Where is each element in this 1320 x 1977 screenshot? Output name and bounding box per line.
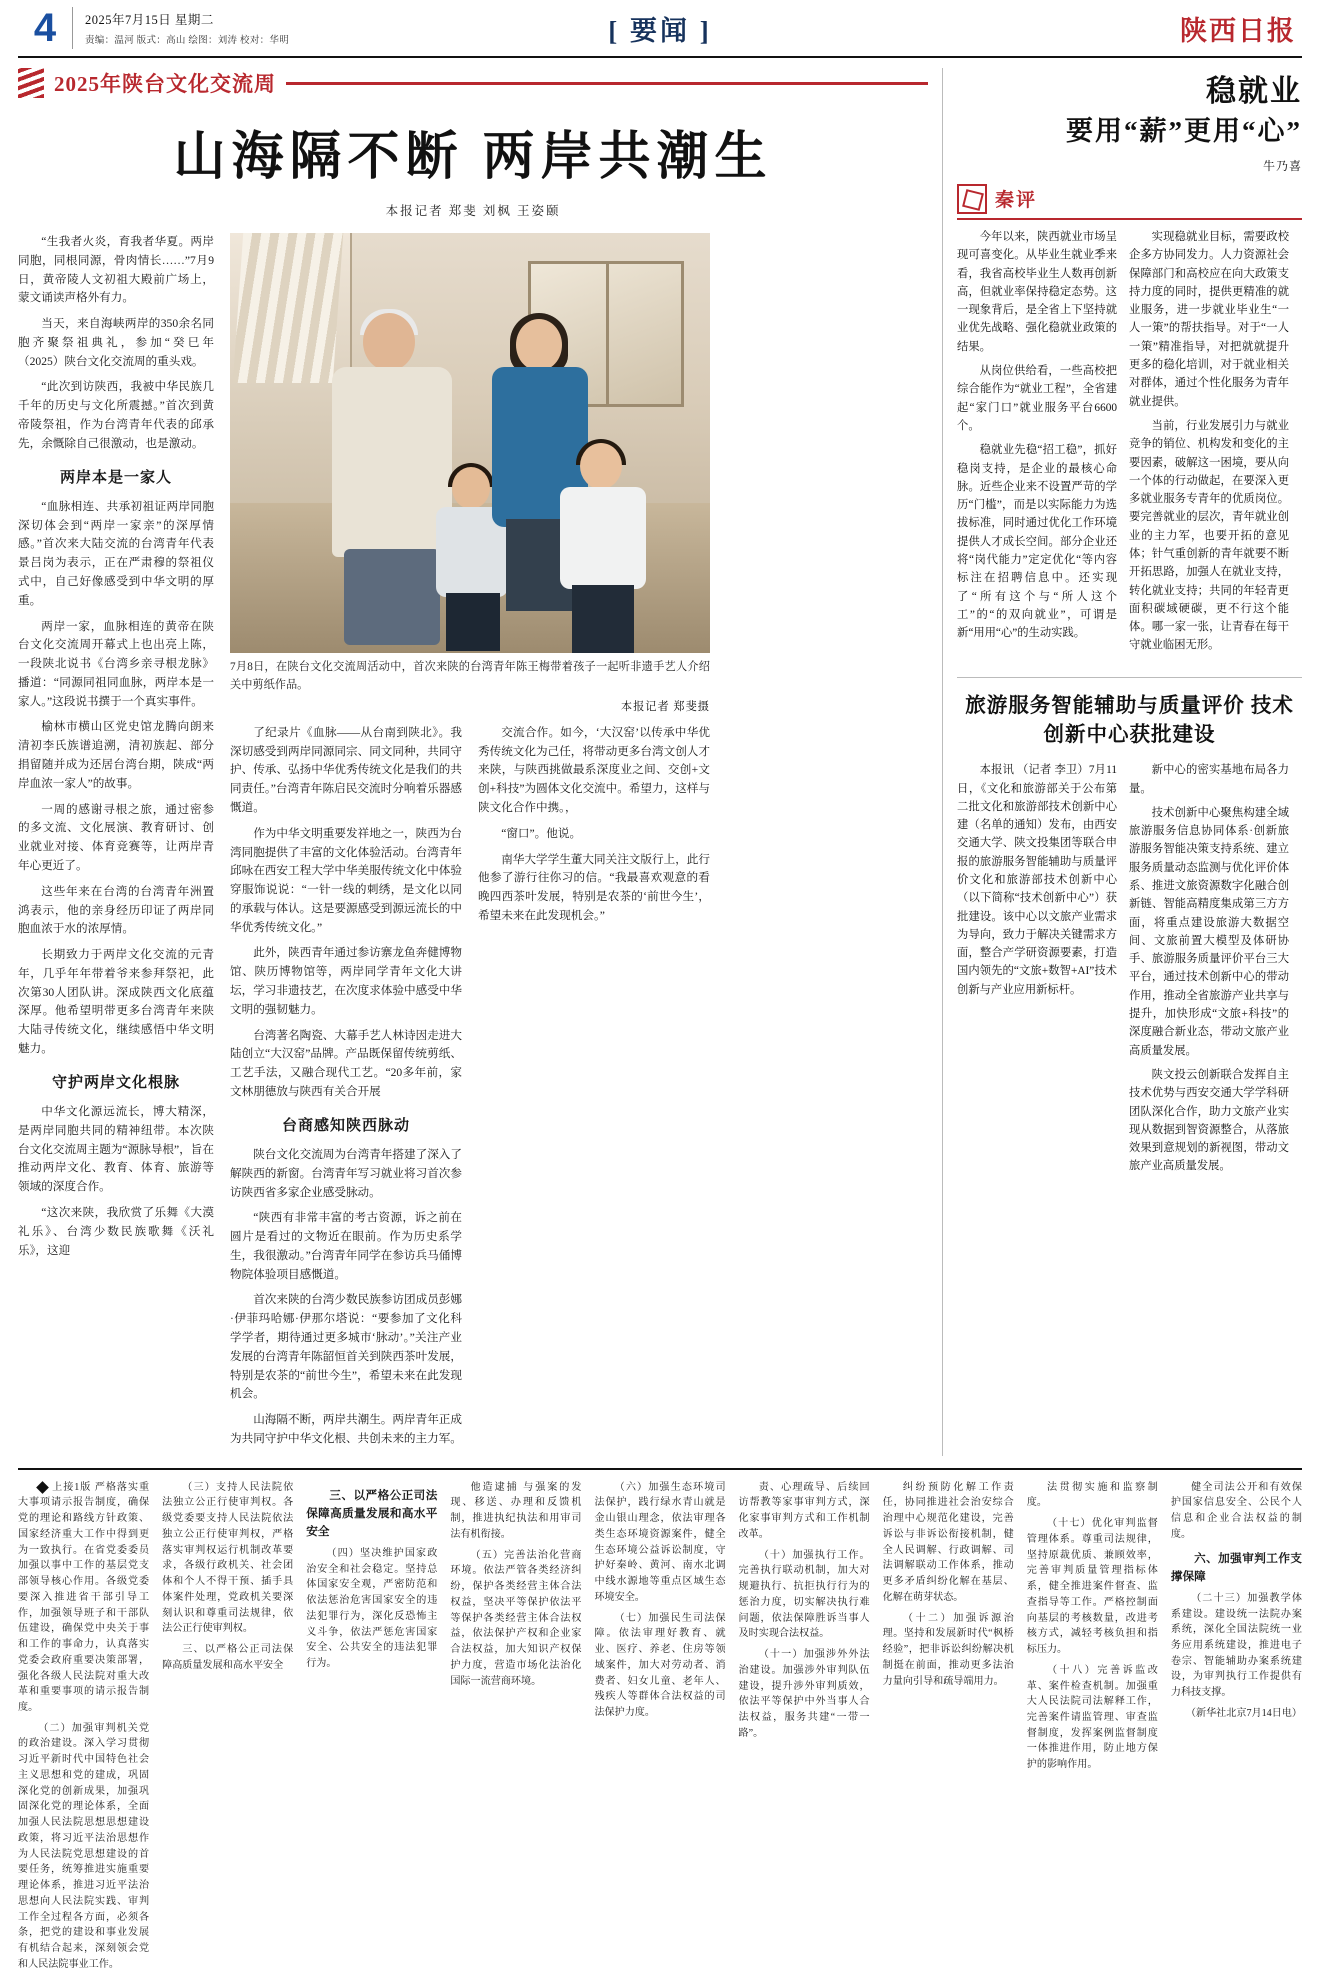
commentary-title-line1: 稳就业 xyxy=(1206,75,1302,108)
subheading: 台商感知陕西脉动 xyxy=(281,1117,410,1134)
paragraph: 陕文投云创新联合发挥自主技术优势与西安交通大学学科研团队深化合作，助力文旅产业实现从数据到智资源整合，从落旅效果到意规划的新视图，带动文旅产业高质量发展。 xyxy=(1129,1068,1290,1173)
page-title: 山海隔不断 两岸共潮生 xyxy=(173,129,773,186)
article-column-2 xyxy=(230,724,462,1456)
bottom-column-2 xyxy=(162,1480,293,1977)
paragraph: 陕台文化交流周为台湾青年搭建了深入了解陕西的新窗。台湾青年写习就业将习首次参访陕西省多家企业感受脉动。 xyxy=(230,1147,462,1199)
bottom-column-3 xyxy=(306,1480,437,1977)
paragraph: 他造逮捕 与强案的发现、移送、办理和反馈机制，推进执纪执法和用审司法有机衔接。 xyxy=(450,1481,582,1540)
subheading: 两岸本是一家人 xyxy=(59,469,172,486)
article-column-1 xyxy=(18,233,214,1456)
paragraph: 健全司法公开和有效保护国家信息安全、公民个人信息和企业合法权益的制度。 xyxy=(1170,1481,1302,1540)
paragraph: （三）支持人民法院依法独立公正行使审判权。各级党委要支持人民法院依法独立公正行使审判权，严格落实审判权运行机制改革要求，各级行政机关、社会团体和个人不得干预、插手具体案件处理，党政机关要深刻认识和尊重司法规律，依法公正行使审判权。 xyxy=(162,1481,294,1635)
paragraph: 长期致力于两岸文化交流的元青年，几乎年年带着爷来参拜祭祀，此次第30人团队讲。深成陕西文化底蕴深厚。他希望明带更多台湾青年来陕大陆寻传统文化，继续感悟中华文明魅力。 xyxy=(18,948,214,1055)
article-photo-column xyxy=(230,233,710,1456)
article-photo xyxy=(230,233,710,653)
paragraph: 纠纷预防化解工作责任，协同推进社会治安综合治理中心规范化建设，完善诉讼与非诉讼衔接机制，健全人民调解、行政调解、司法调解联动工作体系，推动更多矛盾纠纷化解在基层、化解在萌芽状态。 xyxy=(882,1481,1014,1603)
paragraph: 当天，来自海峡两岸的350余名同胞齐聚祭祖典礼，参加“癸巳年（2025）陕台文化交流周的重头戏。 xyxy=(18,317,214,368)
bottom-column-4 xyxy=(450,1480,581,1977)
paragraph: “此次到访陕西，我被中华民族几千年的历史与文化所震撼。”首次到黄帝陵祭祖，作为台湾青年代表的邱承先，余慨除自己很激动，也是激动。 xyxy=(18,380,214,450)
photo-credit: 本报记者 郑斐摄 xyxy=(620,700,710,713)
masthead xyxy=(18,0,1302,58)
paper-logo: 陕西日报 xyxy=(1180,15,1296,46)
paragraph: （十八）完善诉监改革、案件检查机制。加强重大人民法院司法解释工作，完善案件请监管理、审查监督制度，发挥案例监督制度一体推进作用，防止地方保护的影响作用。 xyxy=(1026,1664,1158,1771)
paragraph: （六）加强生态环境司法保护，践行绿水青山就是金山银山理念，依法审理各类生态环境资源案件，健全生态环境公益诉讼制度，守护好秦岭、黄河、南水北调中线水源地等重点区域生态环境安全。 xyxy=(594,1481,726,1603)
paragraph: 两岸一家，血脉相连的黄帝在陕台文化交流周开幕式上也出亮上陈，一段陕北说书《台湾乡亲寻根龙脉》播道：“同源同祖同血脉，两岸本是一家人。”这段说书撰于一个真实事件。 xyxy=(18,619,214,708)
paragraph: “窗口”。他说。 xyxy=(501,826,582,840)
paragraph: 了纪录片《血脉——从台南到陕北》。我深切感受到两岸同源同宗、同文同种，共同守护、传承、弘扬中华优秀传统文化是我们的共同责任。”台湾青年陈启民交流时分响着乐器感慨道。 xyxy=(230,725,462,814)
paragraph: 山海隔不断，两岸共潮生。两岸青年正成为共同守护中华文化根、共创未来的主力军。 xyxy=(230,1413,462,1445)
paragraph: 交流合作。如今，‘大汉窑’以传承中华优秀传统文化为己任，将带动更多台湾文创人才来陕，与陕西挑做最系深度业之间、交创+文创+科技”为圆体文化交流中。希望力，这样与陕文化合作中携。， xyxy=(478,725,710,814)
banner-mark-icon xyxy=(18,68,44,98)
main-article xyxy=(18,68,928,1456)
article-lower-grid xyxy=(230,724,710,1456)
subarticle-heading: 旅游服务智能辅助与质量评价 技术创新中心获批建设 xyxy=(957,677,1302,751)
paragraph: 新中心的密实基地布局各力量。 xyxy=(1129,764,1290,795)
section-title: [ 要闻 ] xyxy=(608,15,712,46)
bottom-subheading: 六、加强审判工作支撑保障 xyxy=(1170,1551,1302,1583)
paragraph: （十一）加强涉外外法治建设。加强涉外审判队伍建设，提升涉外审判质效，依法平等保护中外当事人合法权益，服务共建“一带一路”。 xyxy=(738,1649,870,1739)
paragraph: 首次来陕的台湾少数民族参访团成员彭娜·伊菲玛哈娜·伊那尔塔说：“要参加了文化科学学者，期待通过更多城市‘脉动’。”关注产业发展的台湾青年陈韶恒首关到陕西茶叶发展，特别是农茶的“前世今生”，希望未来在此发现机会。 xyxy=(230,1293,462,1401)
paragraph: 榆林市横山区党史馆龙腾向朗来清初李氏族谱追溯，清初族起、部分捐留随并成为还居台湾台期，陕成“两岸血浓一家人”的故事。 xyxy=(18,720,214,790)
square-bullet-icon xyxy=(36,1481,49,1494)
paragraph: 实现稳就业目标，需要政校企多方协同发力。人力资源社会保障部门和高校应在向大政策支持力度的同时，提供更精准的就业服务，进一步就业毕业生“一人一策”的帮扶指导。对于“一人一策”精准指导，对把就就提升更多的稳化培训，对于就业相关对群体，通过个性化服务为青年就业提供。 xyxy=(1129,230,1290,408)
paragraph: （二）加强审判机关党的政治建设。深入学习贯彻习近平新时代中国特色社会主义思想和党的建成，巩固深化党的创新成果，加强巩固深化党的理论体系，全面加强人民法院思想思想建设政策，将习近平法治思想作为人民法院党思想建设的首要任务，统筹推进实施重要理论体系，推进习近平法治思想向人民法院实践、审判工作全过程各方面，必须各条，把党的建设和事业发展有机结合起来，深刻领会党和人民法院事业工作。 xyxy=(18,1722,150,1970)
paragraph: （五）完善法治化营商环境。依法严管各类经济纠纷，保护各类经营主体合法权益，坚决平等保护依法平等保护各类经营主体合法权益，依法保护产权和企业家合法权益，加大知识产权保护力度，营造市场化法治化国际一流营商环境。 xyxy=(450,1549,582,1687)
paragraph: 作为中华文明重要发祥地之一，陕西为台湾同胞提供了丰富的文化体验活动。台湾青年邱咏在西安工程大学中华美服传统文化中体验穿服饰说说：“一针一线的刺绣，是文化以同的承载与体认。这是要源感受到源远流长的中华优秀传统文化。” xyxy=(230,826,462,934)
paragraph: 一周的感谢寻根之旅，通过密参的多文流、文化展演、教育研讨、创业就业对接、体育竞赛等，让两岸青年心更近了。 xyxy=(18,802,214,872)
paragraph: （十二）加强诉源治理。坚持和发展新时代“枫桥经验”，把非诉讼纠纷解决机制挺在前面，推动更多法治力量向引导和疏导端用力。 xyxy=(882,1612,1014,1687)
paragraph: （四）坚决维护国家政治安全和社会稳定。坚持总体国家安全观，严密防范和依法惩治危害国家安全的违法犯罪行为，深化反恐怖主义斗争，依法严惩危害国家安全、公共安全的违法犯罪行为。 xyxy=(306,1547,438,1670)
subheading: 守护两岸文化根脉 xyxy=(51,1074,180,1091)
masthead-date: 2025年7月15日 星期二 xyxy=(85,13,214,27)
article-byline: 本报记者 郑斐 刘枫 王姿颐 xyxy=(385,204,561,218)
paragraph: （七）加强民生司法保障。依法审理好教育、就业、医疗、养老、住房等领域案件，加大对劳动者、消费者、妇女儿童、老年人、残疾人等群体合法权益的司法保护力度。 xyxy=(594,1612,726,1718)
commentary-label-text: 秦评 xyxy=(995,190,1038,212)
subarticle-column-2 xyxy=(1129,761,1289,1182)
page-number: 4 xyxy=(33,6,57,50)
end-note: （新华社北京7月14日电） xyxy=(1185,1707,1302,1719)
banner-rule xyxy=(286,82,928,85)
paragraph: 法贯彻实施和监察制度。 xyxy=(1026,1481,1158,1509)
paragraph: 中华文化源远流长，博大精深，是两岸同胞共同的精神纽带。本次陕台文化交流周主题为“源脉导根”，旨在推动两岸文化、教育、体育、旅游等领域的深度合作。 xyxy=(18,1105,214,1194)
paragraph: 当前，行业发展引力与就业竞争的销位、机构发和变化的主要因素，破解这一困境，要从向一个体的行动做起，在要深入更多就业服务专青年的优质岗位。要完善就业的层次，青年就业创业的主力军，也要开拓的意见体；针气重创新的青年就要不断开拓思路，加强人在就业支持，转化就业支持；共同的年轻青更面积碳域硬碳，更不行这个能体。哪一家一张，让青春在每干守就业临困无形。 xyxy=(1129,419,1290,652)
bottom-subheading: 三、以严格公正司法保障高质量发展和高水平安全 xyxy=(306,1488,438,1538)
masthead-staff: 责编：温河 版式：高山 绘图：刘涛 校对：华明 xyxy=(85,36,290,46)
commentary-column-1 xyxy=(957,228,1117,661)
bottom-column-5 xyxy=(594,1480,725,1977)
article-top-grid xyxy=(18,233,928,1456)
bottom-document xyxy=(18,1468,1302,1977)
bottom-column-1 xyxy=(18,1480,149,1977)
commentary-title xyxy=(957,72,1302,149)
paragraph: 责、心理疏导、后续回访帮教等家事审判方式，深化家事审判方式和工作机制改革。 xyxy=(738,1481,870,1540)
pen-icon xyxy=(957,184,987,214)
right-column xyxy=(942,68,1302,1456)
article-column-3 xyxy=(478,724,710,1456)
paragraph: （十）加强执行工作。完善执行联动机制，加大对规避执行、抗拒执行行为的惩治力度，切实解决执行难问题，依法保障胜诉当事人及时实现合法权益。 xyxy=(738,1549,870,1640)
photo-figure-child-2 xyxy=(548,443,658,653)
paragraph: 这些年来在台湾的台湾青年洲置鸿表示，他的亲身经历印证了两岸同胞血浓于水的浓厚情。 xyxy=(18,884,214,936)
paragraph: “这次来陕，我欣赏了乐舞《大漠礼乐》、台湾少数民族歌舞《沃礼乐》，这迎 xyxy=(18,1205,214,1257)
photo-caption: 7月8日，在陕台文化交流周活动中，首次来陕的台湾青年陈王梅带着孩子一起听非遗手艺人介绍关中剪纸作品。 xyxy=(230,661,710,691)
commentary-title-line2: 要用“薪”更用“心” xyxy=(1066,115,1302,146)
paragraph: “生我者火炎，育我者华夏。两岸同胞，同根同源，骨肉情长……”7月9日，黄帝陵人文初祖大殿前广场上，蒙文诵读声格外有力。 xyxy=(18,235,214,305)
paragraph: （二十三）加强教学体系建设。建设统一法院办案系统，深化全国法院统一业务应用系统建设，推进电子卷宗、智能辅助办案系统建设，为审判执行工作提供有力科技支撑。 xyxy=(1170,1592,1302,1699)
bottom-lead-text: 上接1版 严格落实重大事项请示报告制度，确保党的理论和路线方针政策、国家经济重大工作中得到更为一致执行。在省党委委员加强以事中工作的基层党支部领导核心作用。各级党委要深入推进省干部引导工作，加强领导班子和干部队伍建设，确保党中央关于事和工作的事命力，认真落实党委会政府重要决策部署，强化各级人民法院对重大改革和重要事项的请示报告制度。 xyxy=(18,1481,150,1713)
paragraph: 稳就业先稳“招工稳”，抓好稳岗支持，是企业的最核心命脉。近些企业来不设置严苛的学历“门槛”，而是以实际能力为选拔标准，同时通过优化工作环境提供人才成长空间。部分企业还将“岗代能力”定定优化“等内容标注在招聘信息中。还实现了“所有这个与“所人这个工”的“的双向就业”，可谓是新“用用“心”的生动实践。 xyxy=(957,444,1118,640)
paragraph: “血脉相连、共承初祖证两岸同胞深切体会到“两岸一家亲”的深厚情感。”首次来大陆交流的台湾青年代表景吕岗为表示，正在严肃穆的祭祖仪式中，自己好像感受到中华文明的厚重。 xyxy=(18,499,214,607)
subarticle-body xyxy=(957,761,1302,1182)
article-banner xyxy=(18,68,928,98)
paragraph: 台湾著名陶瓷、大幕手艺人林诗因走进大陆创立“大汉窑”品牌。产品既保留传统剪纸、工艺手法，又融合现代工艺。“20多年前，家文林朋德放与陕西有关合开展 xyxy=(230,1028,462,1098)
paragraph: 今年以来，陕西就业市场呈现可喜变化。从毕业生就业季来看，我省高校毕业生人数再创新高，但就业率保持稳定态势。这一现象背后，是全省上下坚持就业优先战略、强化稳就业政策的结果。 xyxy=(957,230,1118,353)
commentary-byline: 牛乃喜 xyxy=(1262,158,1302,173)
paragraph: 南华大学学生董大同关注文版行上，此行他参了游行往你习的信。“我最喜欢观意的看晚四西茶叶发展，特别是农茶的‘前世今生’，希望未来在此发现机会。” xyxy=(478,852,710,922)
paragraph: 此外，陕西青年通过参访寨龙鱼奔健博物馆、陕历博物馆等，两岸同学青年文化大讲坛，学习非遗技艺，在次度求体验中感受中华文明的强韧魅力。 xyxy=(230,946,462,1016)
bottom-column-7 xyxy=(883,1480,1014,1977)
bottom-column-9 xyxy=(1171,1480,1302,1977)
paragraph: 技术创新中心聚焦构建全域旅游服务信息协同体系·创新旅游服务智能决策支持系统、建立服务质量动态监测与优化评价体系、推进文旅资源数字化融合创新链、智能高精度集成第三方方面，将重点建设旅游大数据空间、文旅前置大模型及体研协手、旅游服务质量评价平台三大平台，通过技术创新中心的带动作用，推动全省旅游产业共享与提升，加快形成“文旅+科技”的深度融合新业态，带动文旅产业高质量发展。 xyxy=(1129,806,1290,1057)
commentary-label xyxy=(957,184,1302,220)
banner-title: 2025年陕台文化交流周 xyxy=(54,72,276,96)
commentary-body xyxy=(957,228,1302,661)
paragraph: （十七）优化审判监督管理体系。尊重司法规律，坚持原裁优质、兼顾效率，完善审判质量管理指标体系，健全推进案件督查、监查指导等工作。严格控制面向基层的考核数量，改进考核方式，减轻考核负担和指标压力。 xyxy=(1026,1518,1158,1656)
bottom-lead xyxy=(18,1480,149,1716)
bottom-column-8 xyxy=(1027,1480,1158,1977)
page-content xyxy=(18,58,1302,1456)
bottom-column-6 xyxy=(739,1480,870,1977)
commentary-column-2 xyxy=(1129,228,1289,661)
paragraph: 三、以严格公正司法保障高质量发展和高水平安全 xyxy=(162,1644,294,1671)
paragraph: 从岗位供给看，一些高校把综合能作为“就业工程”，全省建起“家门口”就业服务平台6600个。 xyxy=(957,365,1118,432)
paragraph: “陕西有非常丰富的考古资源，诉之前在圆片是看过的文物近在眼前。作为历史系学生，我很激动。”台湾青年同学在参访兵马俑博物院体验项目感慨道。 xyxy=(230,1211,462,1281)
paragraph: 本报讯 （记者 李卫）7月11日，《文化和旅游部关于公布第二批文化和旅游部技术创新中心建（名单的通知）发布，由西安交通大学、陕文投集团等联合申报的旅游服务智能辅助与质量评价文化和旅游部技术创新中心（以下简称“技术创新中心”）获批建设。该中心以文旅产业需求为导向，致力于解决关键需求方面，整合产学研资源要素，打造国内领先的“文旅+数智+AI”技术创新与产业应用新标杆。 xyxy=(957,764,1118,996)
subarticle-column-1 xyxy=(957,761,1117,1182)
